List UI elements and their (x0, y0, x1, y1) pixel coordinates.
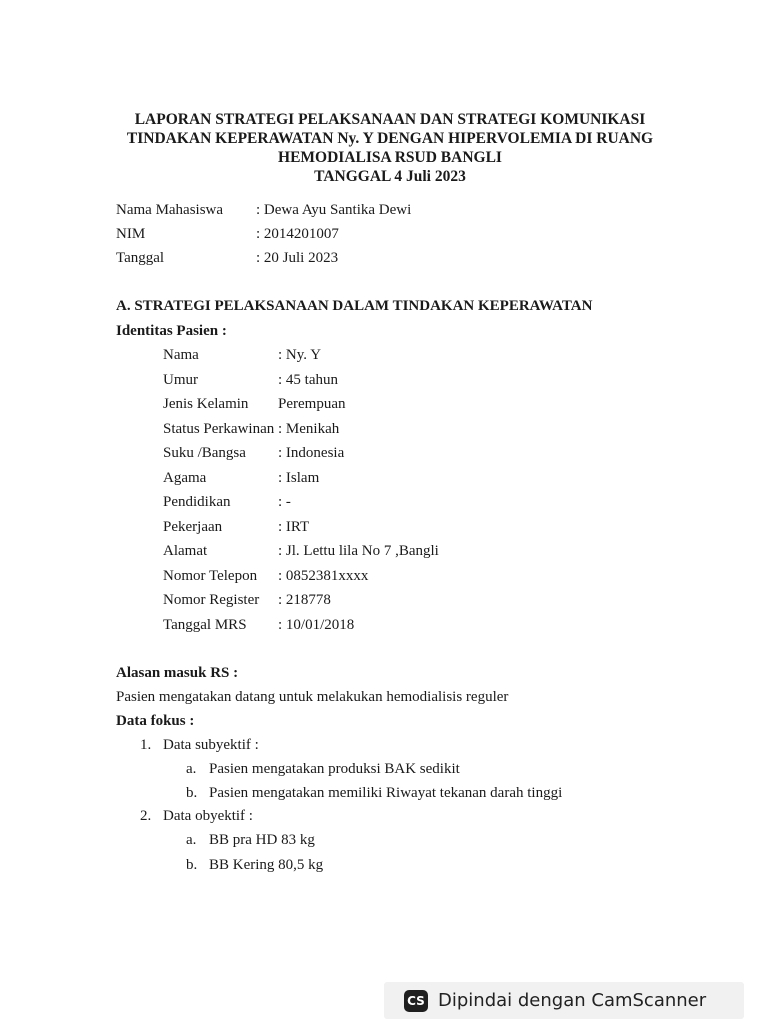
list-marker: a. (186, 761, 197, 777)
title-line-2: TINDAKAN KEPERAWATAN Ny. Y DENGAN HIPERVOLEMIA DI RUANG (126, 130, 654, 147)
objective-label: Data obyektif : (163, 808, 253, 824)
patient-label: Agama (163, 470, 207, 486)
patient-value: : - (278, 494, 291, 510)
patient-label: Tanggal MRS (163, 617, 247, 633)
patient-value: : 10/01/2018 (278, 617, 355, 633)
patient-label: Suku /Bangsa (163, 445, 246, 461)
patient-label: Umur (163, 372, 198, 388)
document-title (80, 110, 700, 186)
admission-text: Pasien mengatakan datang untuk melakukan hemodialisis reguler (116, 689, 509, 705)
date-label: Tanggal (116, 250, 165, 266)
patient-value: : Islam (278, 470, 320, 486)
patient-value: : IRT (278, 519, 310, 535)
patient-value: : 0852381xxxx (278, 568, 369, 584)
list-marker: a. (186, 832, 197, 848)
student-name-label: Nama Mahasiswa (116, 202, 224, 218)
student-name-value: : Dewa Ayu Santika Dewi (256, 202, 412, 218)
watermark-text: Dipindai dengan CamScanner (438, 990, 707, 1011)
list-marker: b. (186, 857, 198, 873)
patient-label: Pendidikan (163, 494, 231, 510)
focus-heading: Data fokus : (116, 713, 195, 729)
patient-value: : Ny. Y (278, 347, 322, 363)
patient-value: : 218778 (278, 592, 331, 608)
subjective-label: Data subyektif : (163, 737, 259, 753)
date-value: : 20 Juli 2023 (256, 250, 339, 266)
objective-number: 2. (140, 808, 152, 824)
patient-identity-heading: Identitas Pasien : (116, 323, 227, 339)
title-line-3: HEMODIALISA RSUD BANGLI (278, 149, 502, 166)
list-marker: b. (186, 785, 198, 801)
admission-heading: Alasan masuk RS : (116, 665, 239, 681)
patient-value: Perempuan (278, 396, 346, 412)
nim-value: : 2014201007 (256, 226, 339, 242)
patient-value: : 45 tahun (278, 372, 338, 388)
patient-label: Pekerjaan (163, 519, 223, 535)
section-a-heading: A. STRATEGI PELAKSANAAN DALAM TINDAKAN KEPERAWATAN (116, 298, 593, 314)
objective-item: BB Kering 80,5 kg (209, 857, 324, 873)
title-line-1: LAPORAN STRATEGI PELAKSANAAN DAN STRATEGI KOMUNIKASI (134, 111, 646, 128)
patient-label: Nomor Register (163, 592, 260, 608)
patient-value: : Jl. Lettu lila No 7 ,Bangli (278, 543, 439, 559)
camscanner-logo-icon: CS (404, 990, 428, 1012)
title-line-4: TANGGAL 4 Juli 2023 (314, 168, 466, 185)
patient-label: Nama (163, 347, 199, 363)
patient-label: Status Perkawinan (163, 421, 275, 437)
patient-label: Jenis Kelamin (163, 396, 249, 412)
patient-label: Nomor Telepon (163, 568, 258, 584)
subjective-item: Pasien mengatakan produksi BAK sedikit (209, 761, 460, 777)
objective-item: BB pra HD 83 kg (209, 832, 315, 848)
nim-label: NIM (116, 226, 146, 242)
subjective-number: 1. (140, 737, 152, 753)
patient-label: Alamat (163, 543, 208, 559)
patient-value: : Indonesia (278, 445, 345, 461)
camscanner-watermark (384, 982, 744, 1019)
subjective-item: Pasien mengatakan memiliki Riwayat tekanan darah tinggi (209, 785, 563, 801)
patient-value: : Menikah (278, 421, 340, 437)
